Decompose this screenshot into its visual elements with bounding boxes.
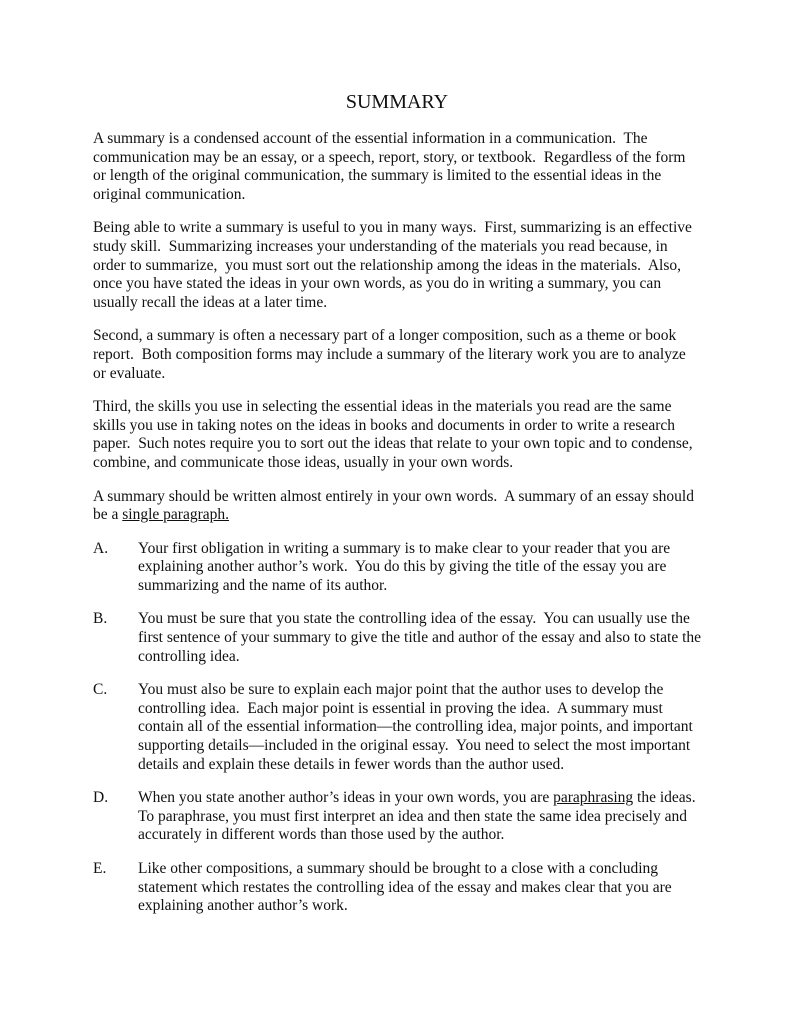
document-title: SUMMARY — [345, 91, 449, 113]
list-item-text: You must also be sure to explain each major point that the author uses to develop the controlling idea. Each major point is essential in proving the idea. A summary must contain all of the essential information—the controlling idea, major points, and important supporting details—included in the original essay. You need to select the most important details and explain these details in fewer words than the author used. — [138, 681, 693, 773]
list-item-letter: D. — [93, 789, 109, 807]
list-item-text — [138, 789, 701, 845]
paragraph-3: Second, a summary is often a necessary part of a longer composition, such as a theme or book report. Both composition forms may include a summary of the literary work you are to analyze or evaluate. — [93, 327, 686, 382]
list-item-c — [93, 681, 701, 774]
underlined-phrase-paraphrasing: paraphrasing — [553, 789, 634, 807]
list-item-text: You must be sure that you state the controlling idea of the essay. You can usually use the first sentence of your summary to give the title and author of the essay and also to state the controlling idea. — [138, 610, 702, 665]
list-item-letter: C. — [93, 681, 108, 699]
list-item-text-post: the ideas. To paraphrase, you must first interpret an idea and then state the same idea precisely and accurately in different words than those used by the author. — [138, 789, 700, 844]
list-item-letter: A. — [93, 539, 109, 557]
list-item-letter: E. — [93, 860, 107, 877]
list-item-a — [93, 540, 701, 596]
paragraph-2: Being able to write a summary is useful to you in many ways. First, summarizing is an effective study skill. Summarizing increases your understanding of the materials you read because, in order to summarize, you must sort out the relationship among the ideas in the materials. Also, once you have stated the ideas in your own words, as you do in writing a summary, you can usually recall the ideas at a later time. — [93, 219, 692, 311]
list-item-text: Like other compositions, a summary should be brought to a close with a concluding statement which restates the controlling idea of the essay and makes clear that you are explaining another author’s work. — [138, 860, 672, 915]
paragraph-4: Third, the skills you use in selecting the essential ideas in the materials you read are the same skills you use in taking notes on the ideas in books and documents in order to write a research paper. Such notes require you to sort out the ideas that relate to your own topic and to condense, combine, and communicate those ideas, usually in your own words. — [93, 398, 693, 471]
paragraph-5-text: A summary should be written almost entirely in your own words. A summary of an essay should be a — [93, 487, 694, 524]
list-item-letter: B. — [93, 610, 108, 628]
underlined-phrase-single-paragraph: single paragraph. — [122, 506, 230, 524]
list-item-text-pre: When you state another author’s ideas in your own words, you are — [138, 789, 554, 807]
list-item-d — [93, 789, 701, 845]
list-item-text: Your first obligation in writing a summary is to make clear to your reader that you are explaining another author’s work. You do this by giving the title of the essay you are summarizing and the name of its author. — [138, 539, 671, 594]
list-item-e — [93, 860, 701, 916]
paragraph-5 — [93, 488, 701, 525]
paragraph-1: A summary is a condensed account of the essential information in a communication. The communication may be an essay, or a speech, report, story, or textbook. Regardless of the form or length of the original communication, the summary is limited to the essential ideas in the original communication. — [93, 130, 686, 203]
list-item-b — [93, 610, 701, 666]
document-content — [93, 92, 701, 916]
